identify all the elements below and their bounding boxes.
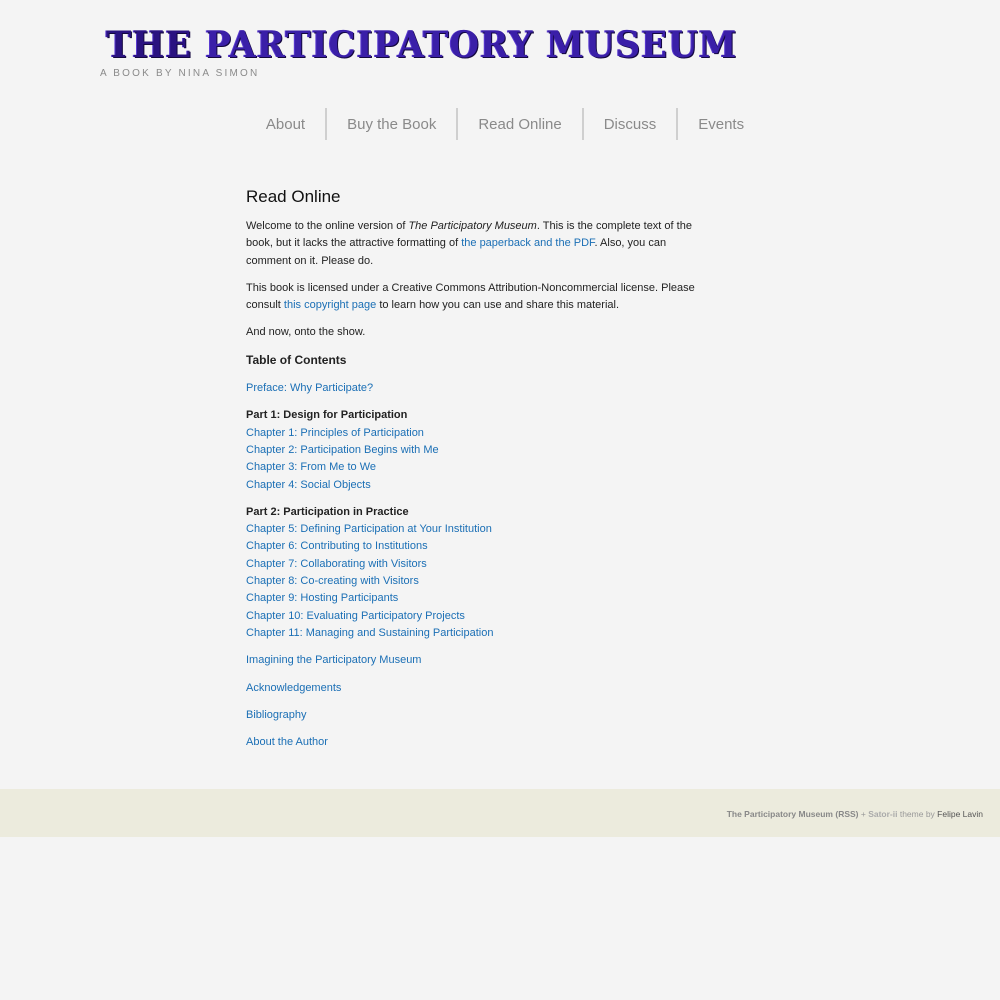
intro-text-middle: . This is the complete text of the book, but it lacks the attractive formatting of — [246, 220, 692, 250]
license-text-after: to learn how you can use and share this material. — [376, 299, 620, 312]
toc-bibliography-group — [246, 707, 708, 724]
logo-word-rest: PARTICIPATORY MUSEUM — [205, 24, 738, 67]
nav-about[interactable]: About — [265, 115, 306, 133]
toc-imagining-link[interactable]: Imagining the Participatory Museum — [246, 654, 422, 667]
toc-chapter-10-link[interactable]: Chapter 10: Evaluating Participatory Projects — [246, 609, 465, 622]
toc-chapter-9-link[interactable]: Chapter 9: Hosting Participants — [246, 592, 399, 605]
toc-bibliography-link[interactable]: Bibliography — [246, 708, 307, 721]
footer-rss-link[interactable]: (RSS) — [835, 809, 859, 819]
footer-plus: + — [858, 809, 869, 819]
site-header — [0, 0, 1000, 160]
toc-chapter-6-link[interactable]: Chapter 6: Contributing to Institutions — [246, 540, 428, 553]
toc-chapter-1-link[interactable]: Chapter 1: Principles of Participation — [246, 426, 424, 439]
intro-paragraph — [246, 218, 708, 270]
site-footer — [0, 789, 1000, 837]
toc-chapter-3-link[interactable]: Chapter 3: From Me to We — [246, 461, 377, 474]
toc-acknowledgements-link[interactable]: Acknowledgements — [246, 681, 342, 694]
toc-chapter-2-link[interactable]: Chapter 2: Participation Begins with Me — [246, 443, 439, 456]
logo-word-the: THE — [106, 24, 193, 67]
nav-read-online[interactable]: Read Online — [456, 108, 581, 140]
toc-chapter-4-link[interactable]: Chapter 4: Social Objects — [246, 478, 371, 491]
nav-discuss[interactable]: Discuss — [582, 108, 677, 140]
copyright-page-link[interactable]: this copyright page — [283, 299, 377, 312]
toc-about-author-link[interactable]: About the Author — [246, 736, 328, 749]
site-tagline: A BOOK BY NINA SIMON — [100, 68, 260, 79]
toc-preface-link[interactable]: Preface: Why Participate? — [246, 382, 374, 395]
footer-credits — [727, 809, 983, 819]
nav-buy-the-book[interactable]: Buy the Book — [325, 108, 456, 140]
footer-author-link[interactable]: Felipe Lavin — [937, 809, 983, 819]
toc-part1-title: Part 1: Design for Participation — [246, 409, 408, 422]
toc-about-author-group — [246, 734, 708, 751]
book-title: The Participatory Museum — [408, 220, 537, 232]
toc-part1-group — [246, 407, 708, 493]
toc-imagining-group — [246, 652, 708, 669]
toc-chapter-5-link[interactable]: Chapter 5: Defining Participation at Your Institution — [246, 523, 492, 536]
license-paragraph — [246, 280, 708, 315]
site-logo[interactable] — [106, 24, 737, 66]
toc-chapter-8-link[interactable]: Chapter 8: Co-creating with Visitors — [246, 575, 419, 588]
toc-acknowledgements-group — [246, 680, 708, 697]
page-title: Read Online — [246, 187, 341, 206]
toc-preface-group — [246, 380, 708, 397]
footer-theme-by: theme by — [897, 809, 938, 819]
intro-text-after: . Also, you can comment on it. Please do. — [246, 237, 667, 267]
paperback-pdf-link[interactable]: the paperback and the PDF — [461, 237, 595, 250]
toc-chapter-11-link[interactable]: Chapter 11: Managing and Sustaining Participation — [246, 626, 494, 639]
main-content — [246, 185, 708, 761]
toc-part2-title: Part 2: Participation in Practice — [246, 505, 409, 518]
onto-show-text: And now, onto the show. — [246, 326, 366, 339]
toc-chapter-7-link[interactable]: Chapter 7: Collaborating with Visitors — [246, 557, 427, 570]
footer-site-link[interactable]: The Participatory Museum — [726, 809, 833, 819]
nav-events[interactable]: Events — [676, 108, 764, 140]
main-nav — [0, 108, 1000, 140]
license-text-before: This book is licensed under a Creative Commons Attribution-Noncommercial license. Please consult — [246, 281, 695, 312]
toc-heading: Table of Contents — [246, 352, 347, 367]
intro-text-before: Welcome to the online version of — [246, 220, 409, 232]
footer-theme-link[interactable]: Sator-ii — [868, 809, 898, 819]
toc-part2-group — [246, 504, 708, 642]
